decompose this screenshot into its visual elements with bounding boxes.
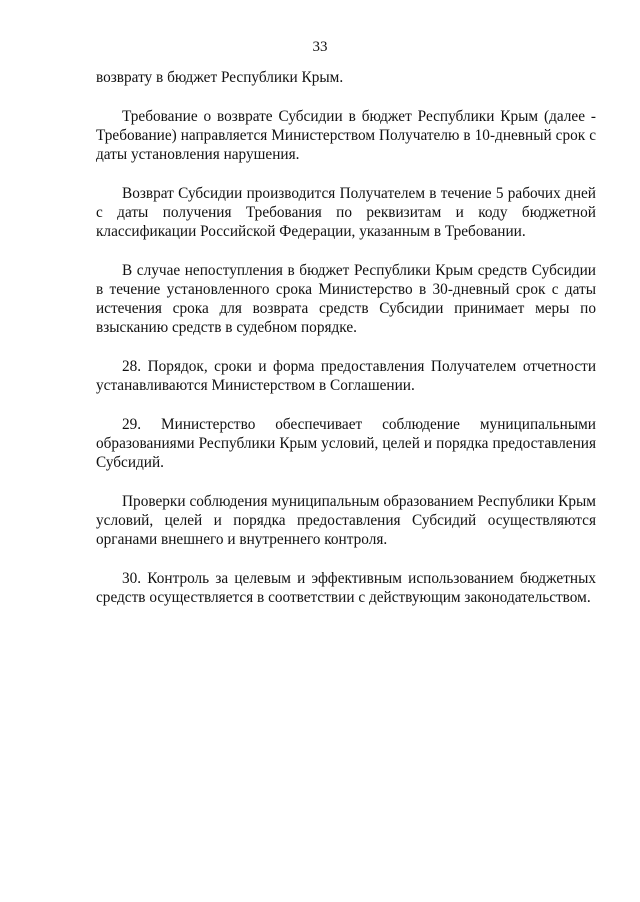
paragraph-inspections: Проверки соблюдения муниципальным образованием Республики Крым условий, целей и порядка предоставления Субсидий осуществляются органами внешнего и внутреннего контроля.	[96, 493, 596, 548]
paragraph-continuation: возврату в бюджет Республики Крым.	[96, 69, 344, 86]
paragraph-item-29: 29. Министерство обеспечивает соблюдение муниципальными образованиями Республики Крым условий, целей и порядка предоставления Субсидий.	[96, 416, 596, 471]
paragraph-item-28: 28. Порядок, сроки и форма предоставления Получателем отчетности устанавливаются Министерством в Соглашении.	[96, 358, 596, 394]
paragraph-refund-procedure: Возврат Субсидии производится Получателем в течение 5 рабочих дней с даты получения Требования по реквизитам и коду бюджетной классификации Российской Федерации, указанным в Требовании.	[96, 185, 596, 240]
page-number: 33	[312, 39, 328, 55]
paragraph-item-30: 30. Контроль за целевым и эффективным использованием бюджетных средств осуществляется в соответствии с действующим законодательством.	[96, 570, 596, 606]
paragraph-non-receipt: В случае непоступления в бюджет Республики Крым средств Субсидии в течение установленного срока Министерство в 30-дневный срок с даты истечения срока для возврата средств Субсидии принимает меры по взысканию средств в судебном порядке.	[96, 262, 596, 336]
document-body	[96, 68, 596, 627]
paragraph-refund-demand: Требование о возврате Субсидии в бюджет Республики Крым (далее - Требование) направляется Министерством Получателю в 10-дневный срок с даты установления нарушения.	[96, 108, 596, 163]
